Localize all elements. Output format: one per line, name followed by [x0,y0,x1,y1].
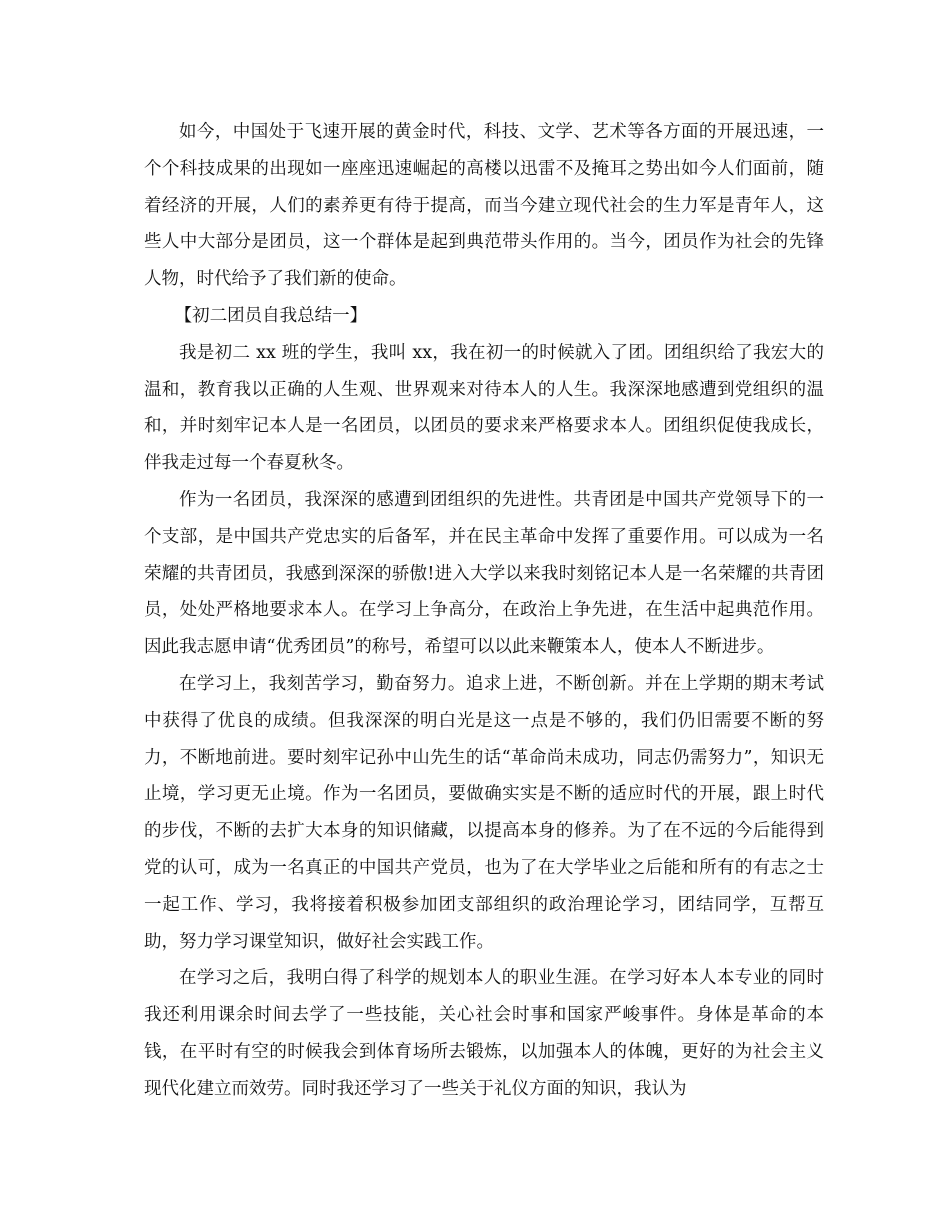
section-heading: 【初二团员自我总结一】 [174,305,368,326]
body-paragraph: 在学习上，我刻苦学习，勤奋努力。追求上进，不断创新。并在上学期的期末考试中获得了优良的成绩。但我深深的明白光是这一点是不够的，我们仍旧需要不断的努力，不断地前进。要时刻牢记孙中山先生的话“革命尚未成功，同志仍需努力”，知识无止境，学习更无止境。作为一名团员，要做确实实是不断的适应时代的开展，跟上时代的步伐，不断的去扩大本身的知识储藏，以提高本身的修养。为了在不远的今后能得到党的认可，成为一名真正的中国共产党员，也为了在大学毕业之后能和所有的有志之士一起工作、学习，我将接着积极参加团支部组织的政治理论学习，团结同学，互帮互助，努力学习课堂知识，做好社会实践工作。 [144,673,824,952]
intro-paragraph: 如今，中国处于飞速开展的黄金时代，科技、文学、艺术等各方面的开展迅速，一个个科技成果的出现如一座座迅速崛起的高楼以迅雷不及掩耳之势出如今人们面前，随着经济的开展，人们的素养更有待于提高，而当今建立现代社会的生力军是青年人，这些人中大部分是团员，这一个群体是起到典范带头作用的。当今，团员作为社会的先锋人物，时代给予了我们新的使命。 [144,122,824,290]
body-paragraph: 我是初二 xx 班的学生，我叫 xx，我在初一的时候就入了团。团组织给了我宏大的温和，教育我以正确的人生观、世界观来对待本人的人生。我深深地感遭到党组织的温和，并时刻牢记本人是一名团员，以团员的要求来严格要求本人。团组织促使我成长，伴我走过每一个春夏秋冬。 [144,342,824,474]
body-paragraph: 作为一名团员，我深深的感遭到团组织的先进性。共青团是中国共产党领导下的一个支部，是中国共产党忠实的后备军，并在民主革命中发挥了重要作用。可以成为一名荣耀的共青团员，我感到深深的骄傲!进入大学以来我时刻铭记本人是一名荣耀的共青团员，处处严格地要求本人。在学习上争高分，在政治上争先进，在生活中起典范作用。因此我志愿申请“优秀团员”的称号，希望可以以此来鞭策本人，使本人不断进步。 [144,489,824,658]
document-body [144,114,824,1108]
body-paragraph: 在学习之后，我明白得了科学的规划本人的职业生涯。在学习好本人本专业的同时我还利用课余时间去学了一些技能，关心社会时事和国家严峻事件。身体是革命的本钱，在平时有空的时候我会到体育场所去锻炼，以加强本人的体魄，更好的为社会主义现代化建立而效劳。同时我还学习了一些关于礼仪方面的知识，我认为 [144,968,824,1099]
